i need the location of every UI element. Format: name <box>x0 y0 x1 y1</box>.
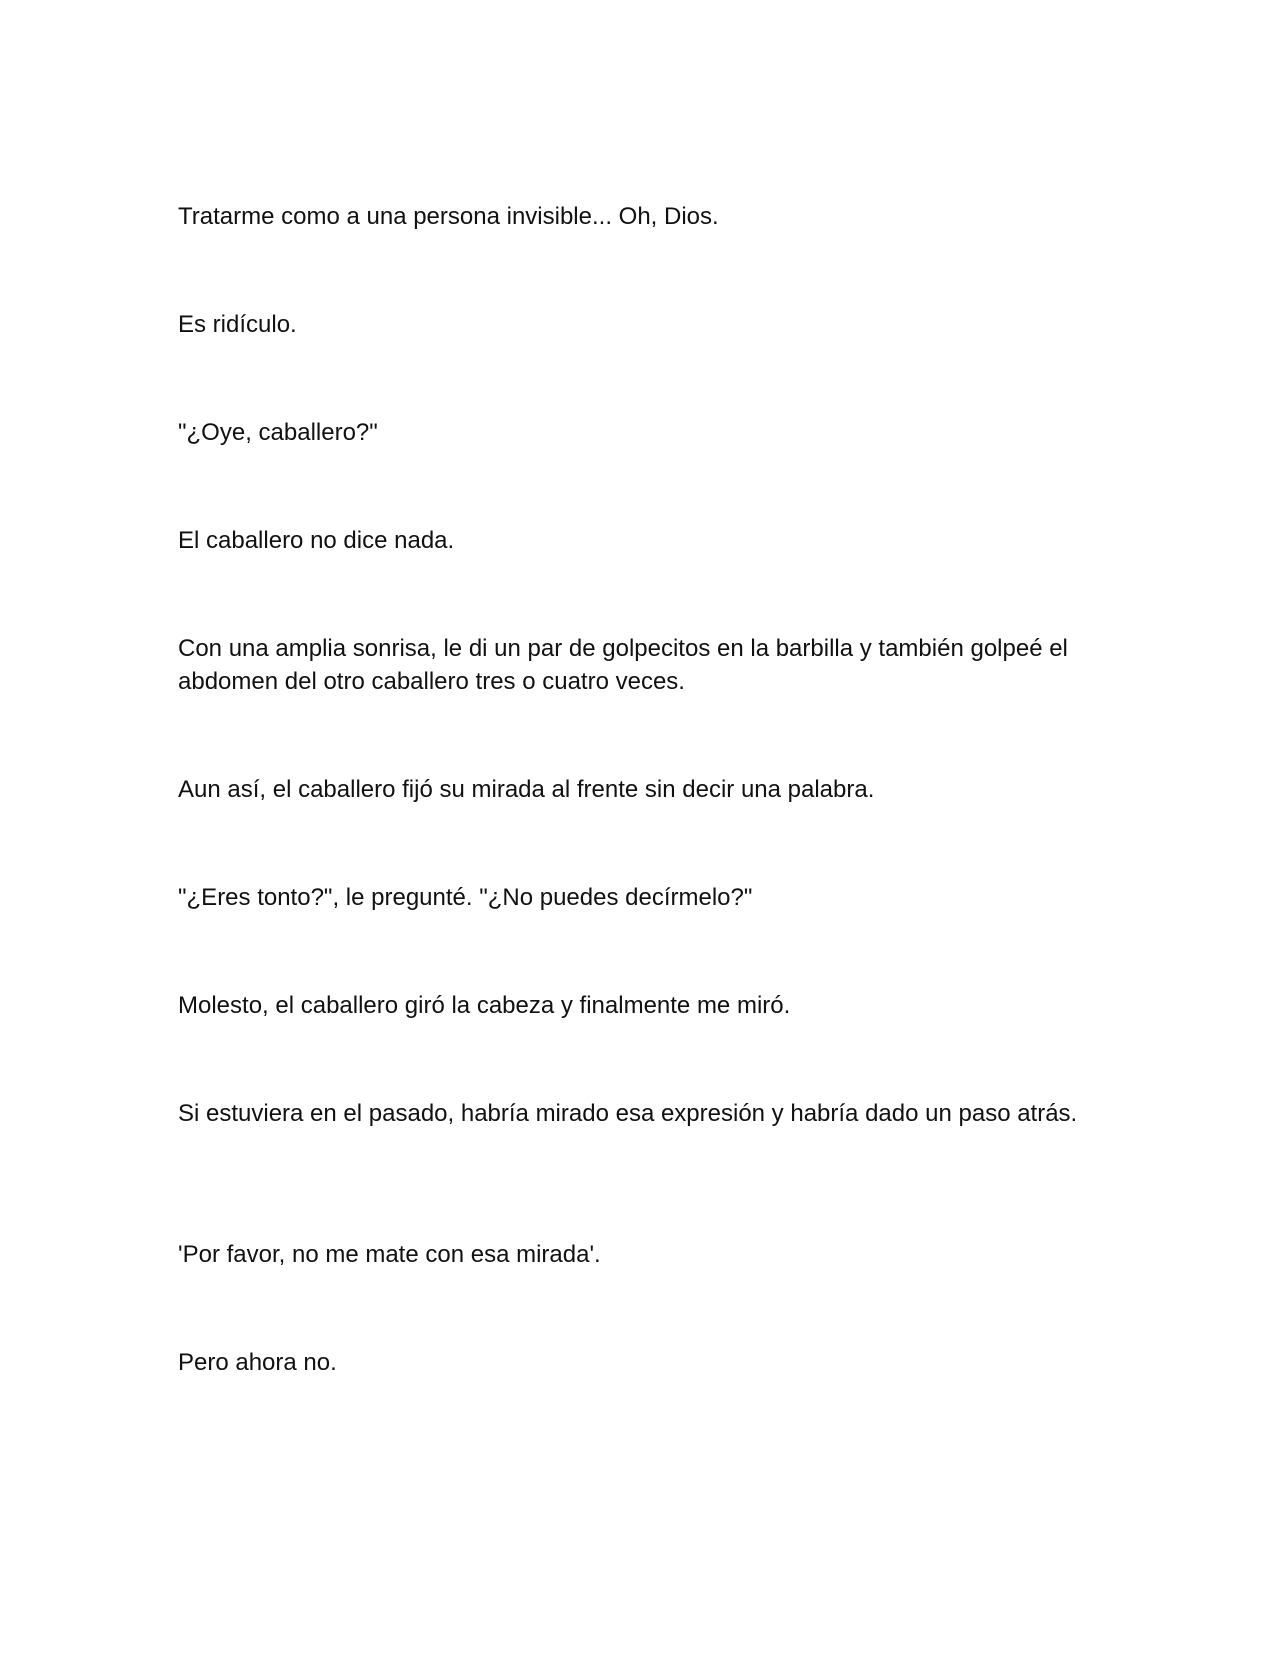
paragraph: Con una amplia sonrisa, le di un par de golpecitos en la barbilla y también golpeé el abdomen del otro caballero tres o cuatro veces. <box>178 635 1068 695</box>
paragraph: El caballero no dice nada. <box>178 527 455 554</box>
paragraph: "¿Eres tonto?", le pregunté. "¿No puedes decírmelo?" <box>178 884 753 911</box>
paragraph: Si estuviera en el pasado, habría mirado esa expresión y habría dado un paso atrás. <box>178 1100 1078 1127</box>
paragraph: Es ridículo. <box>178 311 297 338</box>
paragraph: Molesto, el caballero giró la cabeza y finalmente me miró. <box>178 992 791 1019</box>
paragraph: 'Por favor, no me mate con esa mirada'. <box>178 1241 601 1268</box>
paragraph: "¿Oye, caballero?" <box>178 419 378 446</box>
paragraph: Tratarme como a una persona invisible... Oh, Dios. <box>178 203 719 230</box>
paragraph: Aun así, el caballero fijó su mirada al frente sin decir una palabra. <box>178 776 875 803</box>
paragraph: Pero ahora no. <box>178 1349 337 1376</box>
